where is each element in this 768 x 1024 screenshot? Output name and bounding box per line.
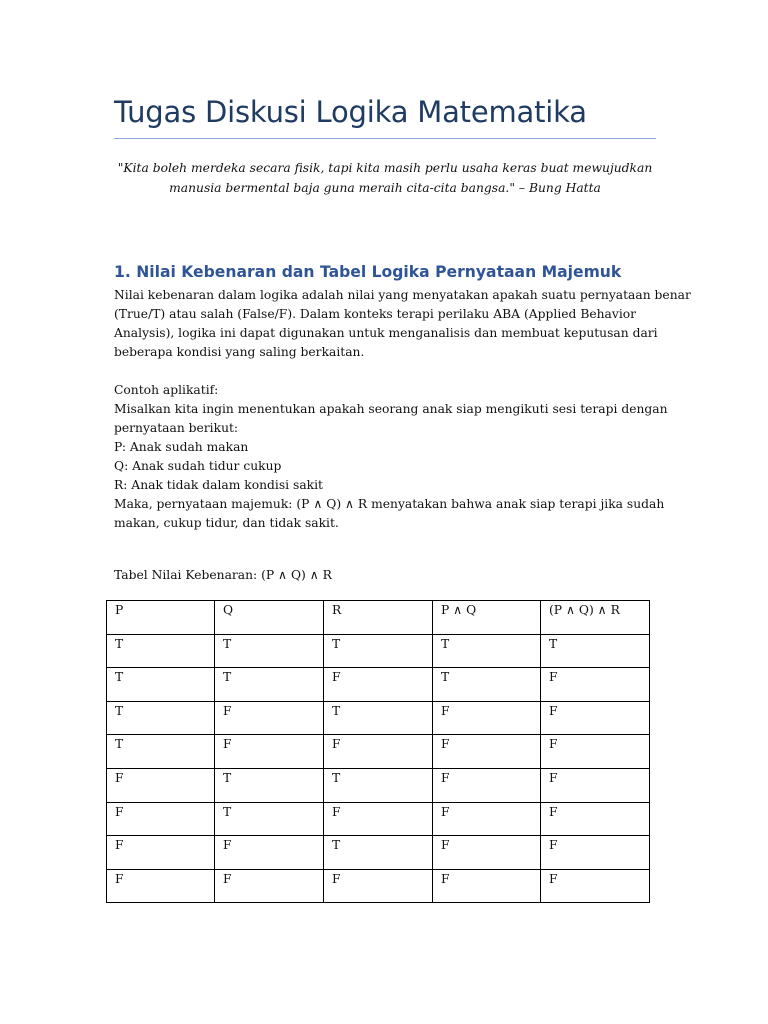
truth-table <box>106 600 650 903</box>
table-cell: T <box>324 634 433 668</box>
table-cell: T <box>541 634 650 668</box>
table-cell: F <box>541 735 650 769</box>
section-heading: 1. Nilai Kebenaran dan Tabel Logika Pernyataan Majemuk <box>114 263 622 281</box>
table-cell: F <box>541 701 650 735</box>
example-block <box>114 381 668 533</box>
table-row <box>107 768 650 802</box>
table-cell: F <box>541 869 650 903</box>
table-cell: T <box>107 701 215 735</box>
table-row <box>107 869 650 903</box>
example-line: pernyataan berikut: <box>114 421 239 435</box>
table-cell: T <box>215 802 324 836</box>
statement-p: P: Anak sudah makan <box>114 440 249 454</box>
table-cell: T <box>324 701 433 735</box>
intro-line: Nilai kebenaran dalam logika adalah nilai yang menyatakan apakah suatu pernyataan benar <box>114 288 691 302</box>
table-cell: T <box>107 735 215 769</box>
example-line: Misalkan kita ingin menentukan apakah seorang anak siap mengikuti sesi terapi dengan <box>114 402 668 416</box>
table-cell: F <box>215 869 324 903</box>
table-cell: F <box>324 869 433 903</box>
statement-r: R: Anak tidak dalam kondisi sakit <box>114 478 323 492</box>
table-cell: T <box>107 668 215 702</box>
intro-line: Analysis), logika ini dapat digunakan untuk menganalisis dan membuat keputusan dari <box>114 326 658 340</box>
table-cell: F <box>433 768 541 802</box>
table-cell: F <box>541 836 650 870</box>
table-cell: T <box>215 634 324 668</box>
table-cell: F <box>541 668 650 702</box>
table-cell: T <box>433 634 541 668</box>
table-cell: T <box>324 768 433 802</box>
intro-line: beberapa kondisi yang saling berkaitan. <box>114 345 365 359</box>
table-header-cell: P <box>107 601 215 635</box>
table-row <box>107 668 650 702</box>
epigraph-quote: "Kita boleh merdeka secara fisik, tapi kita masih perlu usaha keras buat mewujudkan manusia bermental baja guna meraih cita-cita bangsa." – Bung Hatta <box>117 161 653 195</box>
table-cell: F <box>107 802 215 836</box>
table-header-cell: R <box>324 601 433 635</box>
example-label: Contoh aplikatif: <box>114 383 219 397</box>
table-cell: F <box>433 836 541 870</box>
table-cell: F <box>324 668 433 702</box>
table-cell: F <box>324 802 433 836</box>
table-cell: F <box>107 869 215 903</box>
table-cell: F <box>433 735 541 769</box>
table-cell: F <box>541 802 650 836</box>
table-row <box>107 701 650 735</box>
intro-line: (True/T) atau salah (False/F). Dalam konteks terapi perilaku ABA (Applied Behavior <box>114 307 637 321</box>
table-cell: F <box>107 768 215 802</box>
table-row <box>107 735 650 769</box>
table-cell: T <box>324 836 433 870</box>
table-row <box>107 802 650 836</box>
table-header-row <box>107 601 650 635</box>
table-cell: T <box>215 668 324 702</box>
table-cell: F <box>324 735 433 769</box>
compound-statement-line: Maka, pernyataan majemuk: (P ∧ Q) ∧ R menyatakan bahwa anak siap terapi jika sudah <box>114 497 665 511</box>
table-cell: T <box>107 634 215 668</box>
intro-paragraph <box>114 286 691 362</box>
title-underline <box>114 138 656 139</box>
table-cell: F <box>541 768 650 802</box>
table-row <box>107 836 650 870</box>
table-cell: F <box>215 836 324 870</box>
table-cell: F <box>433 802 541 836</box>
table-cell: T <box>215 768 324 802</box>
statement-q: Q: Anak sudah tidur cukup <box>114 459 282 473</box>
table-cell: F <box>215 701 324 735</box>
table-cell: F <box>215 735 324 769</box>
table-row <box>107 634 650 668</box>
table-header-cell: (P ∧ Q) ∧ R <box>541 601 650 635</box>
table-cell: F <box>433 869 541 903</box>
table-cell: T <box>433 668 541 702</box>
document-title: Tugas Diskusi Logika Matematika <box>114 95 587 129</box>
compound-statement-line: makan, cukup tidur, dan tidak sakit. <box>114 516 339 530</box>
table-header-cell: P ∧ Q <box>433 601 541 635</box>
table-cell: F <box>433 701 541 735</box>
table-cell: F <box>107 836 215 870</box>
table-caption: Tabel Nilai Kebenaran: (P ∧ Q) ∧ R <box>114 568 332 582</box>
table-header-cell: Q <box>215 601 324 635</box>
